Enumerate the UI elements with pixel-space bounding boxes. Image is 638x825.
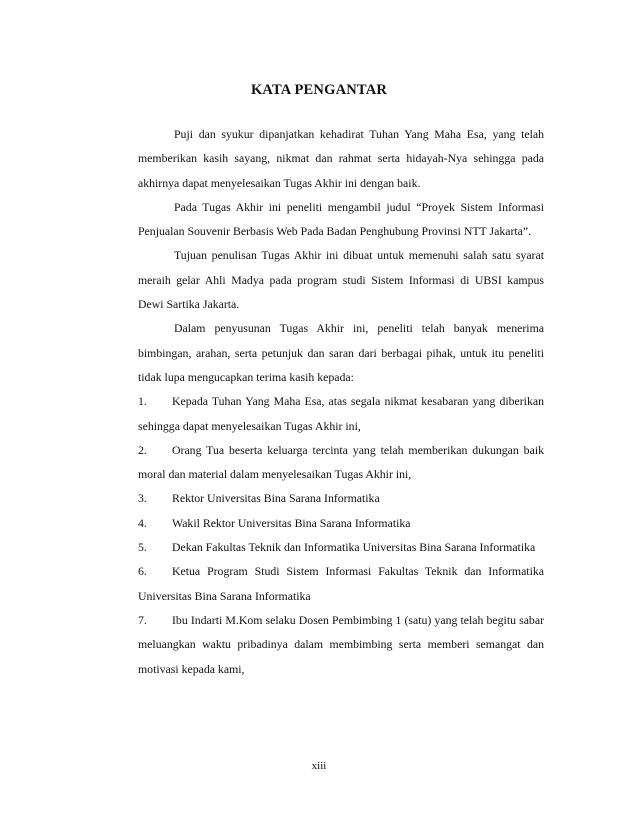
list-text: Orang Tua beserta keluarga tercinta yang telah memberikan dukungan baik moral dan material dalam menyelesaikan Tugas Akhir ini, — [138, 442, 544, 482]
list-number: 4. — [138, 515, 147, 530]
list-text: Ketua Program Studi Sistem Informasi Fakultas Teknik dan Informatika Universitas Bina Sarana Informatika — [138, 564, 544, 603]
list-item — [138, 511, 544, 535]
list-item — [138, 486, 544, 510]
list-number: 3. — [138, 491, 147, 506]
list-text: Ibu Indarti M.Kom selaku Dosen Pembimbing 1 (satu) yang telah begitu sabar meluangkan waktu pribadinya dalam membimbing serta memberi semangat dan motivasi kepada kami, — [138, 612, 544, 676]
list-number: 1. — [138, 394, 147, 409]
list-text: Rektor Universitas Bina Sarana Informatika — [172, 491, 380, 506]
list-item — [138, 438, 544, 487]
list-text: Kepada Tuhan Yang Maha Esa, atas segala nikmat kesabaran yang diberikan sehingga dapat menyelesaikan Tugas Akhir ini, — [138, 394, 544, 433]
list-item — [138, 559, 544, 608]
document-body — [138, 122, 544, 681]
paragraph-3: Tujuan penulisan Tugas Akhir ini dibuat untuk memenuhi salah satu syarat meraih gelar Ahli Madya pada program studi Sistem Informasi di UBSI kampus Dewi Sartika Jakarta. — [138, 248, 544, 312]
paragraph-4: Dalam penyusunan Tugas Akhir ini, peneliti telah banyak menerima bimbingan, arahan, serta petunjuk dan saran dari berbagai pihak, untuk itu peneliti tidak lupa mengucapkan terima kasih kepada: — [138, 321, 544, 384]
acknowledgement-list — [138, 389, 544, 681]
list-text: Wakil Rektor Universitas Bina Sarana Informatika — [172, 515, 411, 530]
paragraph-1: Puji dan syukur dipanjatkan kehadirat Tuhan Yang Maha Esa, yang telah memberikan kasih sayang, nikmat dan rahmat serta hidayah-Nya sehingga pada akhirnya dapat menyelesaikan Tugas Akhir ini dengan baik. — [138, 127, 544, 190]
list-item — [138, 608, 544, 681]
list-number: 6. — [138, 564, 147, 579]
list-item — [138, 389, 544, 438]
list-text: Dekan Fakultas Teknik dan Informatika Universitas Bina Sarana Informatika — [172, 540, 536, 555]
page-number: xiii — [311, 760, 327, 772]
paragraph-2: Pada Tugas Akhir ini peneliti mengambil judul “Proyek Sistem Informasi Penjualan Souvenir Berbasis Web Pada Badan Penghubung Provinsi NTT Jakarta”. — [138, 199, 544, 239]
list-number: 2. — [138, 442, 147, 457]
page-title: KATA PENGANTAR — [250, 82, 388, 98]
list-item — [138, 535, 544, 559]
list-number: 7. — [138, 612, 147, 627]
list-number: 5. — [138, 540, 147, 555]
